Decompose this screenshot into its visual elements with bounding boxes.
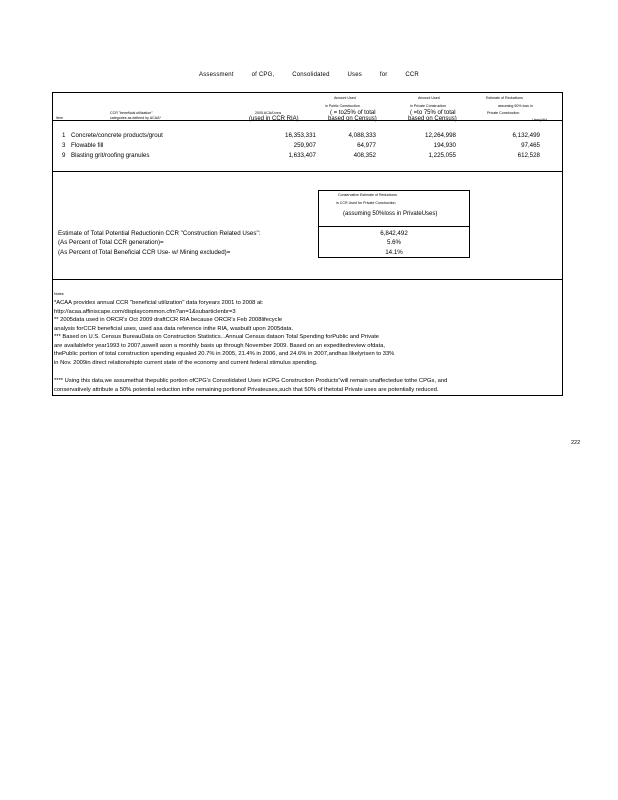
row-1-private: 12,264,998 xyxy=(425,132,456,139)
note-line: ** 2005data used in ORCR's Oct 2009 draftCCR RIA because ORCR's Feb 2008lifecycle xyxy=(54,317,283,323)
page-number: 222 xyxy=(571,440,581,446)
header-private-line3: ( =to 75% of total xyxy=(410,110,456,116)
header-public-line4: based on Census) xyxy=(328,116,377,122)
note-line: *ACAA provides annual CCR "beneficial utilization" data foryears 2001 to 2008 at: xyxy=(54,300,264,306)
label-total-reduction: Estimate of Total Potential Reductionin CCR "Construction Related Uses": xyxy=(58,230,261,237)
value-percent-beneficial: 14.1% xyxy=(385,249,403,256)
summary-section xyxy=(52,171,563,280)
header-category-line1: CCR "beneficial utilization" xyxy=(110,111,153,115)
title-word: of CPG, xyxy=(251,72,275,78)
note-line: *** Based on U.S. Census BureauData on Construction Statistics...Annual Census dataon Total Spending forPublic and Private xyxy=(54,334,380,340)
header-private-line1: Amount Used xyxy=(418,96,440,100)
title-word: for xyxy=(379,72,388,78)
header-reduction-line2: assuming 50% loss in xyxy=(498,104,533,108)
notes-heading: Notes: xyxy=(54,292,65,296)
row-2-private: 194,930 xyxy=(433,142,456,149)
page-title xyxy=(0,72,618,78)
row-1-public: 4,088,333 xyxy=(348,132,376,139)
title-word: Consolidated xyxy=(292,72,330,78)
row-2-item: 3 xyxy=(62,142,66,149)
note-line: conservatively attribute a 50% potential reduction inthe remaining portionof Privateuses,such that 50% of thetotal Private uses are potentially reduced. xyxy=(54,386,439,393)
title-word: Uses xyxy=(347,72,362,78)
note-line: in Nov. 2009in direct relationshipto current state of the economy and current federal stimulus spending. xyxy=(54,359,318,366)
row-1-tons: 16,353,331 xyxy=(285,132,316,139)
row-1-item: 1 xyxy=(62,132,66,139)
value-total-reduction: 6,842,492 xyxy=(380,230,408,237)
row-1-reduction: 6,132,499 xyxy=(512,132,540,139)
row-2-tons: 259,907 xyxy=(293,142,316,149)
value-percent-generation: 5.6% xyxy=(386,239,402,246)
summary-header-line2: in CCR Used for Private Construction xyxy=(336,201,396,205)
row-3-reduction: 612,528 xyxy=(517,152,540,159)
title-word: CCR xyxy=(405,72,419,78)
row-1-category: Concrete/concrete products/grout xyxy=(71,132,163,139)
header-tons-line1: 2005 ACAA tons xyxy=(255,111,282,115)
row-3-public: 408,352 xyxy=(353,152,376,159)
row-3-private: 1,225,055 xyxy=(428,152,456,159)
header-item: Item xyxy=(56,116,63,120)
summary-box-divider xyxy=(319,226,469,227)
header-reduction-line4: Uses)**** xyxy=(532,118,547,122)
row-2-reduction: 97,465 xyxy=(521,142,540,149)
label-percent-generation: (As Percent of Total CCR generation)= xyxy=(58,239,164,246)
header-tons-line2: (used in CCR RIA) xyxy=(249,116,299,122)
row-2-category: Flowable fill xyxy=(71,142,104,149)
summary-header-line3: (assuming 50%loss in PrivateUses) xyxy=(343,211,438,217)
note-line: analysis forCCR beneficial uses, used asa data reference inthe RIA, wasbuilt upon 2005data. xyxy=(54,325,294,332)
row-3-item: 9 xyxy=(62,152,66,159)
header-public-line2: in Public Construction xyxy=(325,104,360,108)
header-reduction-line3: Private Construction xyxy=(487,111,520,115)
label-percent-beneficial: (As Percent of Total Beneficial CCR Use- w/ Mining excluded)= xyxy=(58,249,231,256)
row-2-public: 64,977 xyxy=(357,142,376,149)
title-word: Assessment xyxy=(199,72,234,78)
summary-header-line1: Conservative Estimate of Reductions xyxy=(338,193,397,197)
header-reduction-line1: Estimate of Reductions xyxy=(486,96,523,100)
header-public-line3: ( = to25% of total xyxy=(330,110,376,116)
note-line: are availablefor year1993 to 2007,aswell ason a monthly basis up through November 2009. Based on an expeditedreview ofdata, xyxy=(54,342,385,349)
row-3-tons: 1,633,407 xyxy=(288,152,316,159)
note-link[interactable]: http://acaa.affiniscape.com/displaycommon.cfm?an=1&subarticlenbr=3 xyxy=(54,308,236,315)
header-private-line4: based on Census) xyxy=(408,116,457,122)
note-line: thePublic portion of total construction spending equaled 20.7% in 2005, 21.4% in 2006, and 24.6% in 2007,andhas likelyrisen to 33% xyxy=(54,351,395,357)
header-public-line1: Amount Used xyxy=(334,96,356,100)
row-3-category: Blasting grit/roofing granules xyxy=(71,152,150,159)
header-private-line2: in Private Construction xyxy=(410,104,447,108)
note-line: **** Using this data,we assumethat thepublic portion ofCPG's Consolidated Uses inCPG Construction Products"will remain unaffectedue tothe CPGs, and xyxy=(54,378,448,384)
header-category-line2: categories as defined by ACAA* xyxy=(110,116,161,120)
